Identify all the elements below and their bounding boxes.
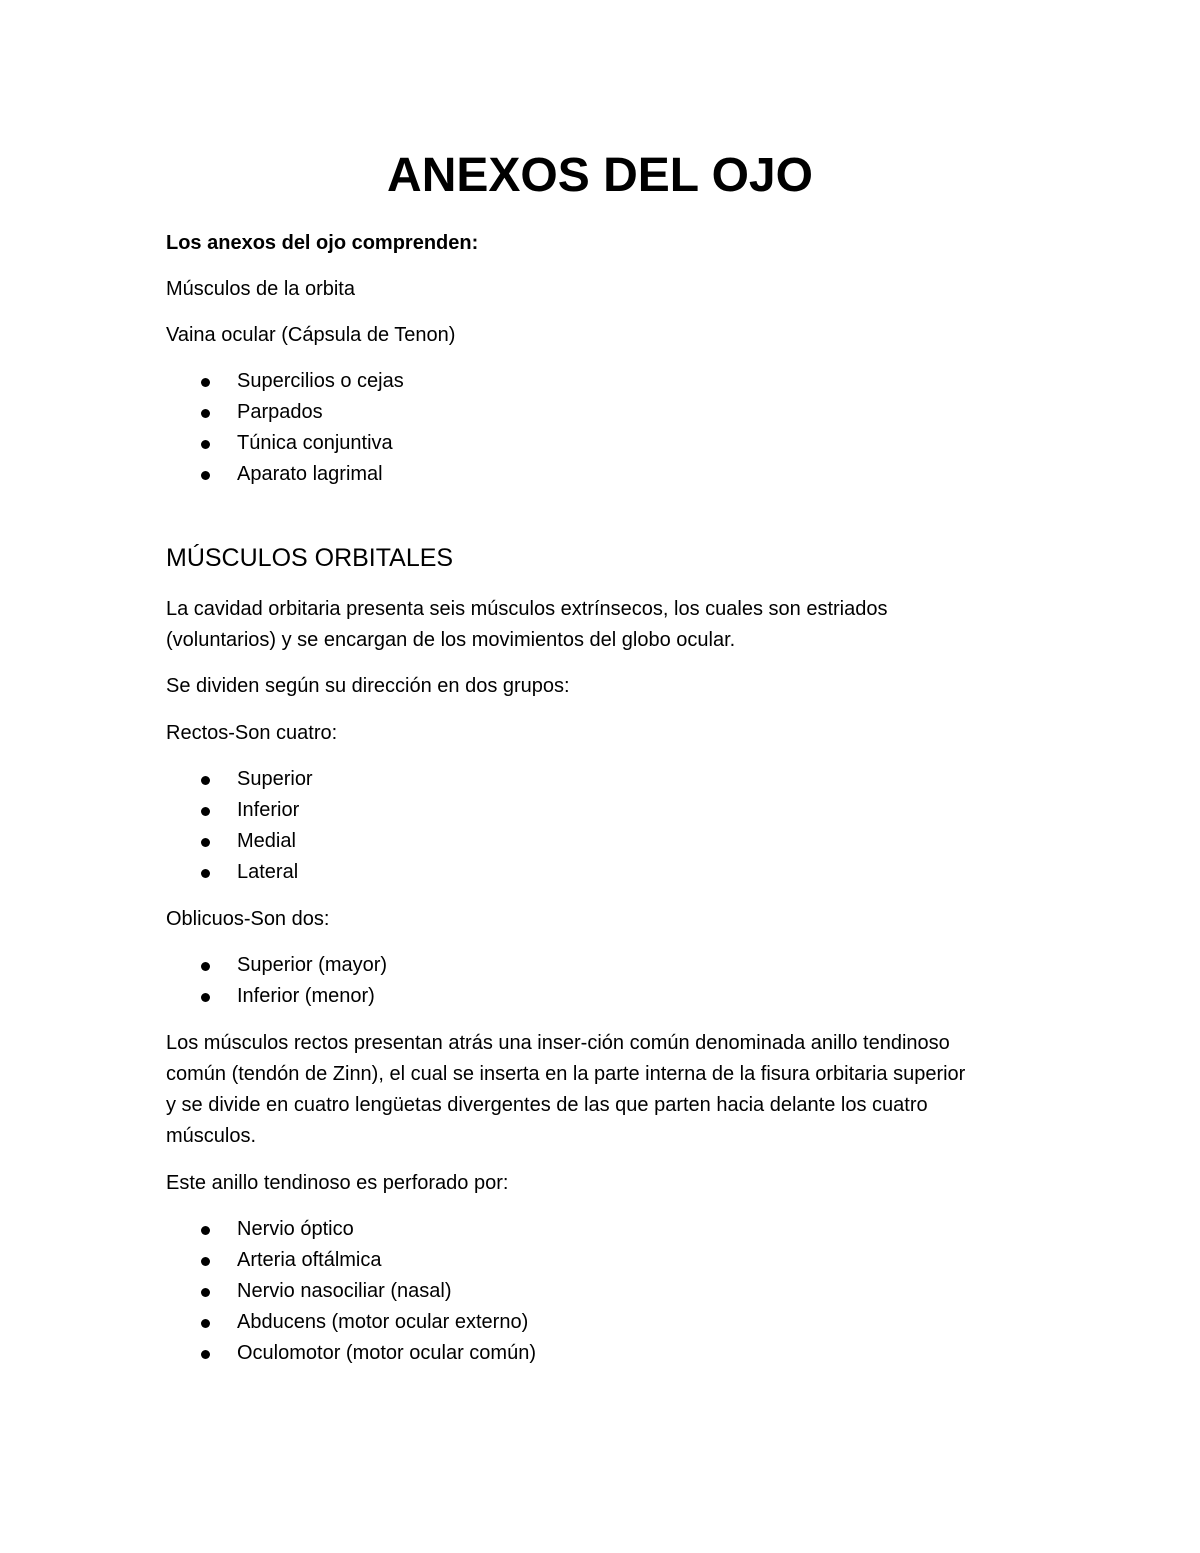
paragraph-2: Se dividen según su dirección en dos grupos: (166, 675, 570, 697)
list-item: Superior (166, 764, 313, 795)
perforado-list (166, 1214, 536, 1369)
paragraph-3c: y se divide en cuatro lengüetas divergentes de las que parten hacia delante los cuatro (166, 1094, 928, 1116)
paragraph-3b: común (tendón de Zinn), el cual se inserta en la parte interna de la fisura orbitaria superior (166, 1063, 966, 1085)
list-item: Nervio nasociliar (nasal) (166, 1276, 536, 1307)
rectos-list (166, 764, 313, 888)
paragraph-1a: La cavidad orbitaria presenta seis músculos extrínsecos, los cuales son estriados (166, 598, 888, 620)
list-item: Inferior (menor) (166, 981, 387, 1012)
paragraph-3a: Los músculos rectos presentan atrás una inser-ción común denominada anillo tendinoso (166, 1032, 950, 1054)
paragraph-1b: (voluntarios) y se encargan de los movimientos del globo ocular. (166, 629, 736, 651)
list-item: Medial (166, 826, 313, 857)
intro-line-1: Músculos de la orbita (166, 278, 355, 300)
paragraph-3d: músculos. (166, 1125, 257, 1147)
list-item: Inferior (166, 795, 313, 826)
list-item: Supercilios o cejas (166, 366, 404, 397)
intro-line-2: Vaina ocular (Cápsula de Tenon) (166, 324, 456, 346)
list-item: Túnica conjuntiva (166, 428, 404, 459)
oblicuos-label: Oblicuos-Son dos: (166, 908, 330, 930)
paragraph-4: Este anillo tendinoso es perforado por: (166, 1172, 509, 1194)
list-item: Superior (mayor) (166, 950, 387, 981)
list-item: Oculomotor (motor ocular común) (166, 1338, 536, 1369)
list-item: Aparato lagrimal (166, 459, 404, 490)
list-item: Lateral (166, 857, 313, 888)
list-item: Abducens (motor ocular externo) (166, 1307, 536, 1338)
page-title: ANEXOS DEL OJO (387, 149, 813, 202)
intro-lead: Los anexos del ojo comprenden: (166, 232, 479, 254)
oblicuos-list (166, 950, 387, 1012)
list-item: Parpados (166, 397, 404, 428)
intro-list (166, 366, 404, 490)
rectos-label: Rectos-Son cuatro: (166, 722, 338, 744)
section-heading: MÚSCULOS ORBITALES (166, 544, 454, 572)
list-item: Nervio óptico (166, 1214, 536, 1245)
list-item: Arteria oftálmica (166, 1245, 536, 1276)
